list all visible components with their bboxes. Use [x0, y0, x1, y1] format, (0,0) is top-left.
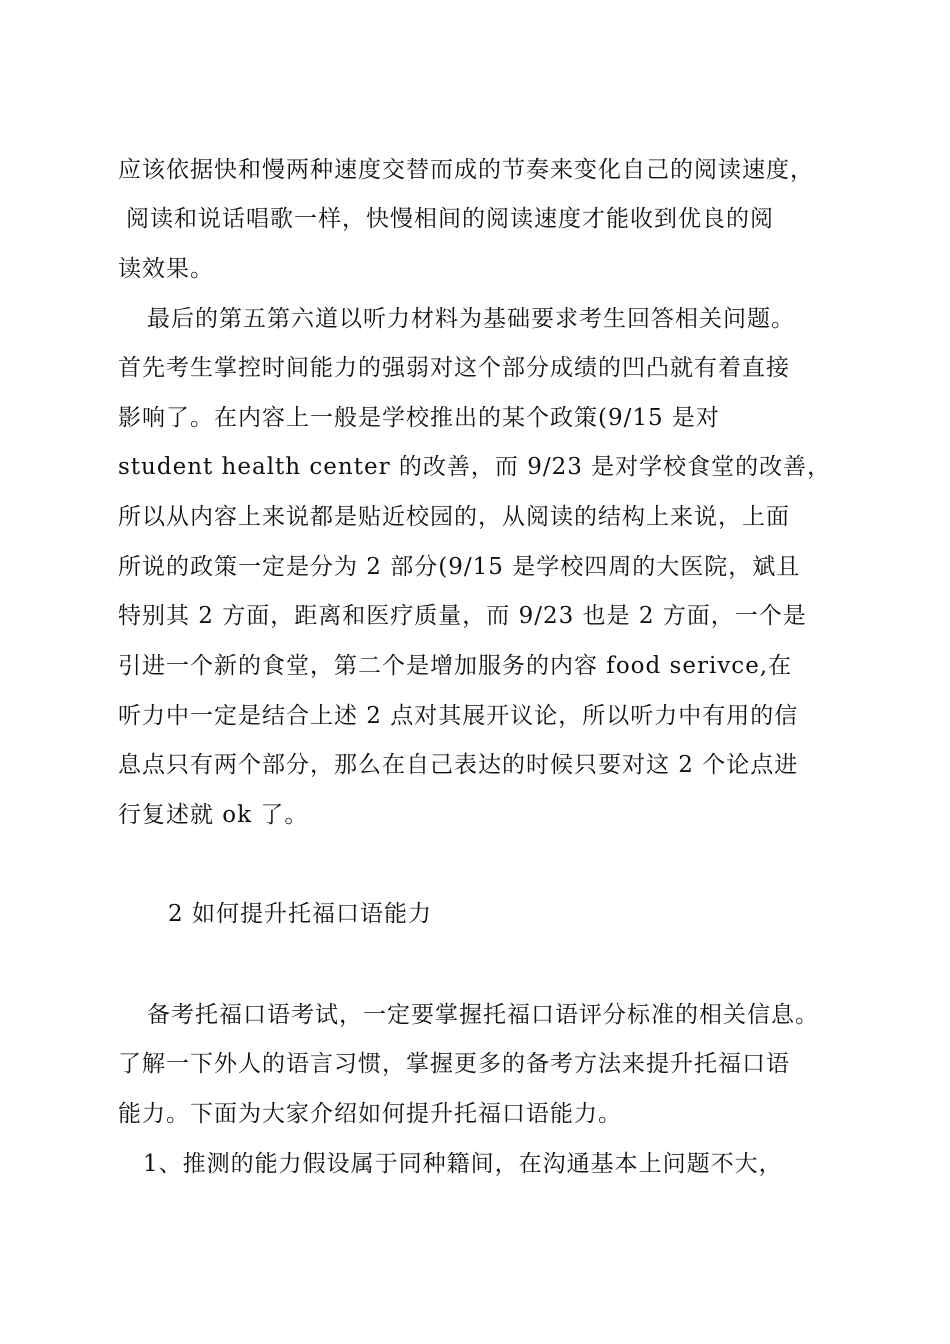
paragraph-2-line-11: 行复述就 ok 了。 — [118, 802, 309, 828]
paragraph-4-line-1: 1、推测的能力假设属于同种籍间，在沟通基本上问题不大， — [143, 1151, 783, 1177]
paragraph-2-line-9: 听力中一定是结合上述 2 点对其展开议论，所以听力中有用的信 — [118, 703, 799, 729]
paragraph-1-line-3: 读效果。 — [118, 256, 214, 282]
paragraph-1-line-2: 阅读和说话唱歌一样，快慢相间的阅读速度才能收到优良的阅 — [126, 206, 774, 232]
paragraph-2-line-10: 息点只有两个部分，那么在自己表达的时候只要对这 2 个论点进 — [118, 752, 799, 778]
paragraph-2-line-1: 最后的第五第六道以听力材料为基础要求考生回答相关问题。 — [147, 306, 795, 332]
paragraph-3-line-2: 了解一下外人的语言习惯，掌握更多的备考方法来提升托福口语 — [118, 1051, 790, 1077]
paragraph-2-line-7: 特别其 2 方面，距离和医疗质量，而 9/23 也是 2 方面，一个是 — [118, 603, 807, 629]
paragraph-2-line-2: 首先考生掌控时间能力的强弱对这个部分成绩的凹凸就有着直接 — [118, 355, 790, 381]
paragraph-2-line-5: 所以从内容上来说都是贴近校园的，从阅读的结构上来说，上面 — [118, 504, 790, 530]
paragraph-3-line-1: 备考托福口语考试，一定要掌握托福口语评分标准的相关信息。 — [147, 1002, 819, 1028]
paragraph-2-line-4: student health center 的改善，而 9/23 是对学校食堂的改善， — [118, 454, 832, 480]
paragraph-2-line-3: 影响了。在内容上一般是学校推出的某个政策(9/15 是对 — [118, 405, 720, 431]
paragraph-2-line-6: 所说的政策一定是分为 2 部分(9/15 是学校四周的大医院，斌且 — [118, 554, 801, 580]
paragraph-3-line-3: 能力。下面为大家介绍如何提升托福口语能力。 — [118, 1101, 622, 1127]
section-heading: 2 如何提升托福口语能力 — [168, 901, 432, 927]
paragraph-2-line-8: 引进一个新的食堂，第二个是增加服务的内容 food serivce,在 — [118, 653, 793, 679]
paragraph-1-line-1: 应该依据快和慢两种速度交替而成的节奏来变化自己的阅读速度， — [118, 157, 814, 183]
